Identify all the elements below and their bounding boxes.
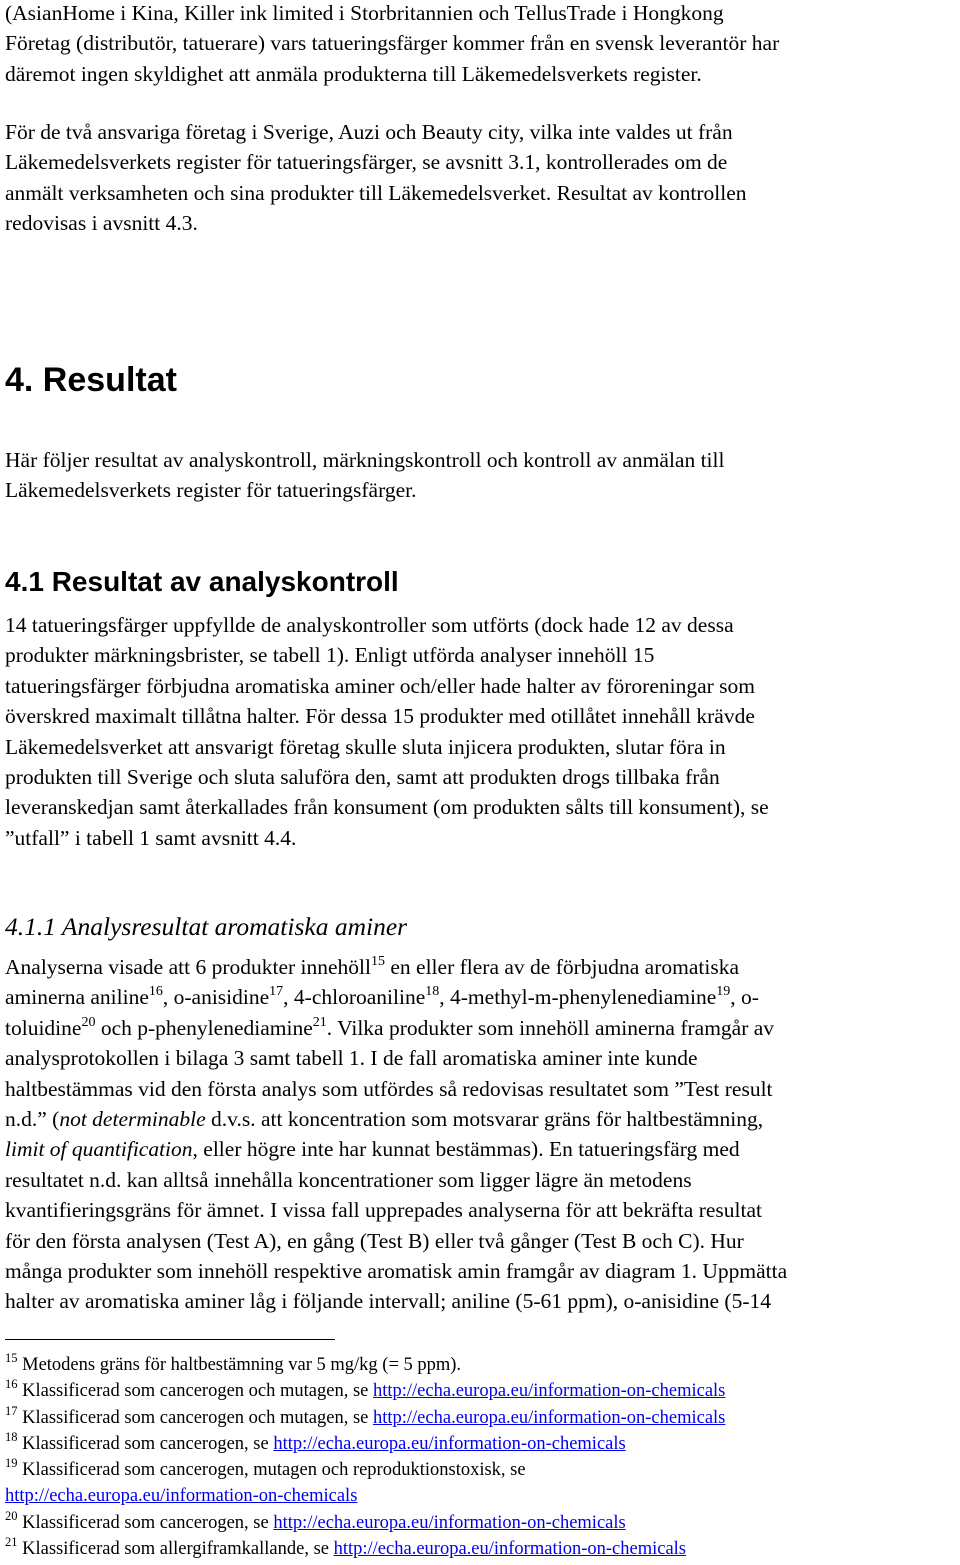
text-line <box>5 1013 787 1043</box>
text-run: en eller flera av de förbjudna aromatiska <box>385 955 739 979</box>
echa-link[interactable]: http://echa.europa.eu/information-on-chemicals <box>273 1433 626 1454</box>
italic-term: limit of quantification <box>5 1137 193 1162</box>
section-4-paragraph <box>5 445 724 506</box>
echa-link[interactable]: http://echa.europa.eu/information-on-chemicals <box>5 1486 358 1507</box>
section-heading-4-1: 4.1 Resultat av analyskontroll <box>5 566 399 597</box>
text-line: halter av aromatiska aminer låg i följande intervall; aniline (5-61 ppm), o-anisidine (5-14 <box>5 1289 771 1314</box>
text-line: Läkemedelsverkets register för tatueringsfärger. <box>5 478 417 503</box>
text-line: redovisas i avsnitt 4.3. <box>5 211 198 236</box>
footnote-text: Klassificerad som cancerogen och mutagen, se <box>22 1407 373 1428</box>
text-line: analysprotokollen i bilaga 3 samt tabell 1. I de fall aromatiska aminer inte kunde <box>5 1046 698 1071</box>
footnote-19 <box>5 1457 725 1483</box>
text-run: , o- <box>730 985 759 1010</box>
footnote-number: 20 <box>5 1508 18 1523</box>
footnote-16 <box>5 1378 725 1404</box>
text-line: många produkter som innehöll respektive aromatisk amin framgår av diagram 1. Uppmätta <box>5 1259 788 1284</box>
text-run: aminerna aniline <box>5 985 149 1010</box>
text-line: kvantifieringsgräns för ämnet. I vissa fall upprepades analyserna för att bekräfta resultat <box>5 1198 762 1223</box>
text-line: resultatet n.d. kan alltså innehålla koncentrationer som ligger lägre än metodens <box>5 1167 692 1192</box>
footnote-ref[interactable]: 16 <box>148 984 163 1000</box>
footnote-17 <box>5 1405 725 1431</box>
echa-link[interactable]: http://echa.europa.eu/information-on-chemicals <box>372 1407 726 1428</box>
section-heading-4: 4. Resultat <box>5 361 177 399</box>
text-line: Här följer resultat av analyskontroll, märkningskontroll och kontroll av anmälan till <box>5 448 725 472</box>
footnote-number: 18 <box>5 1429 18 1444</box>
text-line: för den första analysen (Test A), en gång (Test B) eller två gånger (Test B och C). Hur <box>5 1228 744 1253</box>
text-line: däremot ingen skyldighet att anmäla produkterna till Läkemedelsverkets register. <box>5 61 702 86</box>
footnote-number: 16 <box>5 1377 18 1392</box>
footnote-number: 19 <box>5 1456 18 1471</box>
text-line: Företag (distributör, tatuerare) vars tatueringsfärger kommer från en svensk leverantör har <box>5 31 780 56</box>
footnote-text: Klassificerad som allergiframkallande, se <box>22 1539 334 1560</box>
text-line: produkten till Sverige och sluta saluföra den, samt att produkten drogs tillbaka från <box>5 765 720 790</box>
text-run: , 4-methyl-m-phenylenediamine <box>439 985 717 1010</box>
paragraph-responsible-companies <box>5 117 747 239</box>
footnote-text: Klassificerad som cancerogen, mutagen och reproduktionstoxisk, se <box>22 1460 526 1481</box>
footnote-ref[interactable]: 17 <box>269 984 284 1000</box>
text-run: . Vilka produkter som innehöll aminerna framgår av <box>326 1015 775 1040</box>
text-run: d.v.s. att koncentration som motsvarar gräns för haltbestämning, <box>205 1107 764 1132</box>
section-4-1-1-paragraph <box>5 952 787 1317</box>
footnote-text: Klassificerad som cancerogen, se <box>22 1433 274 1454</box>
footnote-ref[interactable]: 19 <box>716 984 731 1000</box>
footnote-ref[interactable]: 21 <box>312 1014 327 1030</box>
text-run: och p-phenylenediamine <box>95 1015 313 1040</box>
text-line: 14 tatueringsfärger uppfyllde de analyskontroller som utförts (dock hade 12 av dessa <box>5 613 734 637</box>
intro-paragraph <box>5 0 779 89</box>
text-run: n.d.” ( <box>5 1107 60 1132</box>
footnote-text: Metodens gräns för haltbestämning var 5 mg/kg (= 5 ppm). <box>22 1355 462 1375</box>
text-run: toluidine <box>5 1015 82 1040</box>
text-line: Läkemedelsverkets register för tatueringsfärger, se avsnitt 3.1, kontrollerades om de <box>5 150 728 175</box>
echa-link[interactable]: http://echa.europa.eu/information-on-chemicals <box>273 1512 626 1533</box>
text-line: leveranskedjan samt återkallades från konsument (om produkten sålts till konsument), se <box>5 795 769 820</box>
text-run: , eller högre inte har kunnat bestämmas). En tatueringsfärg med <box>192 1137 740 1162</box>
footnote-ref[interactable]: 20 <box>81 1014 96 1030</box>
footnote-ref[interactable]: 18 <box>425 984 440 1000</box>
italic-term: not determinable <box>59 1107 206 1132</box>
text-line <box>5 982 787 1012</box>
footnote-ref[interactable]: 15 <box>371 954 385 969</box>
footnote-separator <box>5 1339 335 1340</box>
text-line: (AsianHome i Kina, Killer ink limited i Storbritannien och TellusTrade i Hongkong <box>5 1 724 25</box>
footnote-number: 15 <box>5 1351 18 1365</box>
footnote-21 <box>5 1536 725 1562</box>
text-line <box>5 1134 787 1164</box>
footnote-text: Klassificerad som cancerogen, se <box>22 1512 274 1533</box>
footnote-20 <box>5 1510 725 1536</box>
text-line <box>5 1104 787 1134</box>
text-run: , o-anisidine <box>162 985 270 1010</box>
text-line <box>5 952 787 982</box>
text-run: , 4-chloroaniline <box>283 985 426 1010</box>
footnote-18 <box>5 1431 725 1457</box>
footnote-number: 17 <box>5 1403 18 1418</box>
text-line: För de två ansvariga företag i Sverige, Auzi och Beauty city, vilka inte valdes ut från <box>5 120 733 144</box>
text-run: Analyserna visade att 6 produkter innehöll <box>5 955 371 979</box>
section-heading-4-1-1: 4.1.1 Analysresultat aromatiska aminer <box>5 912 408 941</box>
text-line: ”utfall” i tabell 1 samt avsnitt 4.4. <box>5 825 297 850</box>
text-line: haltbestämmas vid den första analys som utfördes så redovisas resultatet som ”Test result <box>5 1076 773 1101</box>
text-line: Läkemedelsverket att ansvarigt företag skulle sluta injicera produkten, slutar föra in <box>5 734 726 759</box>
echa-link[interactable]: http://echa.europa.eu/information-on-chemicals <box>333 1539 687 1560</box>
footnotes <box>5 1352 725 1562</box>
text-line: produkter märkningsbrister, se tabell 1). Enligt utförda analyser innehöll 15 <box>5 643 655 668</box>
text-line: tatueringsfärger förbjudna aromatiska aminer och/eller hade halter av föroreningar som <box>5 673 756 698</box>
section-4-1-paragraph <box>5 610 769 853</box>
text-line: anmält verksamheten och sina produkter till Läkemedelsverket. Resultat av kontrollen <box>5 180 747 205</box>
footnote-text: Klassificerad som cancerogen och mutagen, se <box>22 1381 373 1402</box>
footnote-number: 21 <box>5 1535 18 1550</box>
echa-link[interactable]: http://echa.europa.eu/information-on-chemicals <box>372 1381 726 1402</box>
footnote-15 <box>5 1352 725 1378</box>
footnote-19-link-line <box>5 1483 725 1509</box>
text-line: överskred maximalt tillåtna halter. För dessa 15 produkter med otillåtet innehåll krävde <box>5 704 755 729</box>
